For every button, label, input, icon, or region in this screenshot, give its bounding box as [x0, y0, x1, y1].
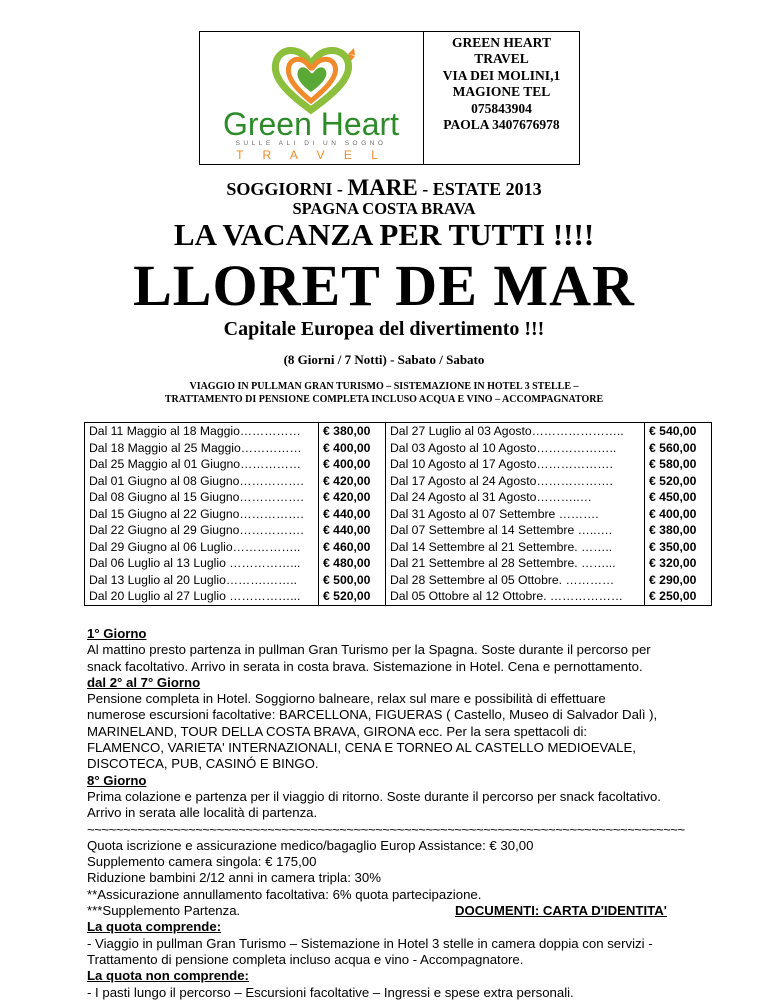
- price: € 400,00: [323, 457, 371, 471]
- price: € 540,00: [649, 424, 697, 438]
- logo: [200, 32, 424, 164]
- day8-text: Arrivo in serata alle località di partenza.: [87, 805, 318, 821]
- period: Dal 03 Agosto al 10 Agosto………………..: [390, 440, 617, 455]
- documents-note: DOCUMENTI: CARTA D'IDENTITA': [455, 903, 667, 919]
- period: Dal 27 Luglio al 03 Agosto…………………..: [390, 424, 624, 438]
- program-text: [87, 626, 737, 1001]
- agency-line: PAOLA 3407676978: [443, 117, 560, 133]
- price: € 290,00: [649, 572, 697, 587]
- period: Dal 05 Ottobre al 12 Ottobre. ………………: [390, 589, 624, 603]
- period: Dal 07 Settembre al 14 Settembre …..….: [390, 523, 613, 537]
- agency-line: VIA DEI MOLINI,1: [442, 67, 561, 83]
- excludes-text: - I pasti lungo il percorso – Escursioni facoltative – Ingressi e spese extra personali.: [87, 984, 574, 1000]
- extra-line: Supplemento camera singola: € 175,00: [87, 854, 317, 870]
- price: € 580,00: [649, 457, 697, 471]
- period: Dal 15 Giugno al 22 Giugno…………….: [89, 506, 304, 521]
- left-periods-cell: [85, 423, 319, 606]
- price: € 440,00: [323, 506, 371, 521]
- price: € 380,00: [649, 523, 697, 537]
- excludes-title: La quota non comprende:: [87, 968, 249, 984]
- right-periods-cell: [386, 423, 645, 606]
- agency-line: 075843904: [471, 100, 532, 116]
- price: € 400,00: [323, 440, 371, 455]
- price: € 320,00: [649, 556, 697, 570]
- day8-text: Prima colazione e partenza per il viaggio di ritorno. Soste durante il percorso per snack facoltativo.: [87, 788, 661, 804]
- soggiorni-line: SOGGIORNI - MARE - ESTATE 2013: [226, 175, 542, 200]
- header-box: [199, 31, 580, 165]
- price: € 420,00: [323, 490, 371, 504]
- tagline: LA VACANZA PER TUTTI !!!!: [173, 217, 595, 252]
- agency-contact: [424, 32, 579, 164]
- day2-title: dal 2° al 7° Giorno: [87, 674, 201, 690]
- period: Dal 29 Giugno al 06 Luglio……………..: [89, 539, 301, 554]
- period: Dal 31 Agosto al 07 Settembre ……….: [390, 506, 599, 521]
- includes-title: La quota comprende:: [87, 919, 222, 935]
- includes-text: Trattamento di pensione completa incluso acqua e vino - Accompagnatore.: [87, 951, 524, 967]
- day2-text: Pensione completa in Hotel. Soggiorno balneare, relax sul mare e possibilità di effettuare: [87, 691, 606, 707]
- left-prices-cell: [319, 423, 386, 606]
- price: € 440,00: [323, 523, 371, 537]
- period: Dal 18 Maggio al 25 Maggio……………: [89, 440, 302, 455]
- price: € 420,00: [323, 473, 371, 488]
- includes-text: - Viaggio in pullman Gran Turismo – Sistemazione in Hotel 3 stelle in camera doppia con servizi -: [87, 935, 653, 951]
- price: € 380,00: [323, 424, 371, 438]
- separator: ~~~~~~~~~~~~~~~~~~~~~~~~~~~~~~~~~~~~~~~~~~~~~~~~~~~~~~~~~~~~~~~~~~~~~~~~~~~~~~~~~~~: [87, 821, 685, 837]
- green-heart-logo-image: [200, 32, 423, 164]
- price: € 450,00: [649, 490, 697, 504]
- period: Dal 01 Giugno al 08 Giugno…………….: [89, 473, 304, 488]
- period: Dal 25 Maggio al 01 Giugno……………: [89, 457, 302, 471]
- day2-text: MARINELAND, TOUR DELLA COSTA BRAVA, GIRONA ecc. Per la sera spettacoli di:: [87, 723, 588, 739]
- duration: (8 Giorni / 7 Notti) - Sabato / Sabato: [283, 352, 485, 367]
- period: Dal 21 Settembre al 28 Settembre. ……...: [390, 556, 616, 570]
- price-table: [84, 422, 712, 606]
- info-line-1: VIAGGIO IN PULLMAN GRAN TURISMO – SISTEMAZIONE IN HOTEL 3 STELLE –: [189, 381, 579, 392]
- day1-text: snack facoltativo. Arrivo in serata in costa brava. Sistemazione in Hotel. Cena e pernottamento.: [87, 658, 643, 674]
- agency-line: GREEN HEART: [452, 35, 551, 50]
- day2-text: FLAMENCO, VARIETA' INTERNAZIONALI, CENA E TORNEO AL CASTELLO MEDIOEVALE,: [87, 740, 636, 756]
- price: € 500,00: [323, 572, 371, 587]
- period: Dal 08 Giugno al 15 Giugno…………….: [89, 490, 304, 504]
- period: Dal 06 Luglio al 13 Luglio ……………...: [89, 556, 301, 570]
- extra-line: **Assicurazione annullamento facoltativa: 6% quota partecipazione.: [87, 886, 482, 902]
- period: Dal 17 Agosto al 24 Agosto……………….: [390, 473, 613, 488]
- extra-line: Riduzione bambini 2/12 anni in camera tripla: 30%: [87, 870, 381, 886]
- day1-text: Al mattino presto partenza in pullman Gran Turismo per la Spagna. Soste durante il percorso per: [87, 642, 651, 658]
- svg-text:SULLE ALI DI UN SOGNO: SULLE ALI DI UN SOGNO: [235, 140, 387, 147]
- price: € 250,00: [649, 589, 697, 603]
- agency-line: TRAVEL: [474, 51, 529, 67]
- supplement-line: ***Supplemento Partenza. DOCUMENTI: CARTA D'IDENTITA': [87, 903, 667, 919]
- period: Dal 24 Agosto al 31 Agosto………..…: [390, 490, 592, 504]
- region-title: SPAGNA COSTA BRAVA: [292, 199, 476, 218]
- info-line-2: TRATTAMENTO DI PENSIONE COMPLETA INCLUSO ACQUA E VINO – ACCOMPAGNATORE: [164, 394, 604, 405]
- period: Dal 14 Settembre al 21 Settembre. ……..: [390, 539, 613, 554]
- svg-text:T R A V E L: T R A V E L: [236, 148, 386, 162]
- period: Dal 22 Giugno al 29 Giugno…………….: [89, 523, 304, 537]
- price: € 560,00: [649, 440, 697, 455]
- period: Dal 11 Maggio al 18 Maggio……………: [89, 424, 301, 438]
- period: Dal 10 Agosto al 17 Agosto……………….: [390, 457, 613, 471]
- day1-title: 1° Giorno: [87, 626, 147, 641]
- day2-text: DISCOTECA, PUB, CASINÓ E BINGO.: [87, 756, 319, 772]
- mare-word: MARE: [347, 175, 418, 200]
- svg-text:Green Heart: Green Heart: [222, 106, 400, 142]
- price: € 520,00: [649, 473, 697, 488]
- price: € 400,00: [649, 506, 697, 521]
- day2-text: numerose escursioni facoltative: BARCELLONA, FIGUERAS ( Castello, Museo di Salvador Dalì ),: [87, 707, 658, 723]
- price: € 480,00: [323, 556, 371, 570]
- period: Dal 28 Settembre al 05 Ottobre. …………: [390, 572, 615, 587]
- period: Dal 20 Luglio al 27 Luglio ……………...: [89, 589, 301, 603]
- extra-line: Quota iscrizione e assicurazione medico/bagaglio Europ Assistance: € 30,00: [87, 837, 534, 853]
- price: € 520,00: [323, 589, 371, 603]
- price: € 350,00: [649, 539, 697, 554]
- subtitle: Capitale Europea del divertimento !!!: [223, 318, 545, 340]
- price: € 460,00: [323, 539, 371, 554]
- right-prices-cell: [645, 423, 712, 606]
- period: Dal 13 Luglio al 20 Luglio……….……..: [89, 572, 297, 587]
- destination-title: LLORET DE MAR: [133, 253, 635, 318]
- day8-title: 8° Giorno: [87, 772, 147, 788]
- agency-line: MAGIONE TEL: [452, 84, 551, 100]
